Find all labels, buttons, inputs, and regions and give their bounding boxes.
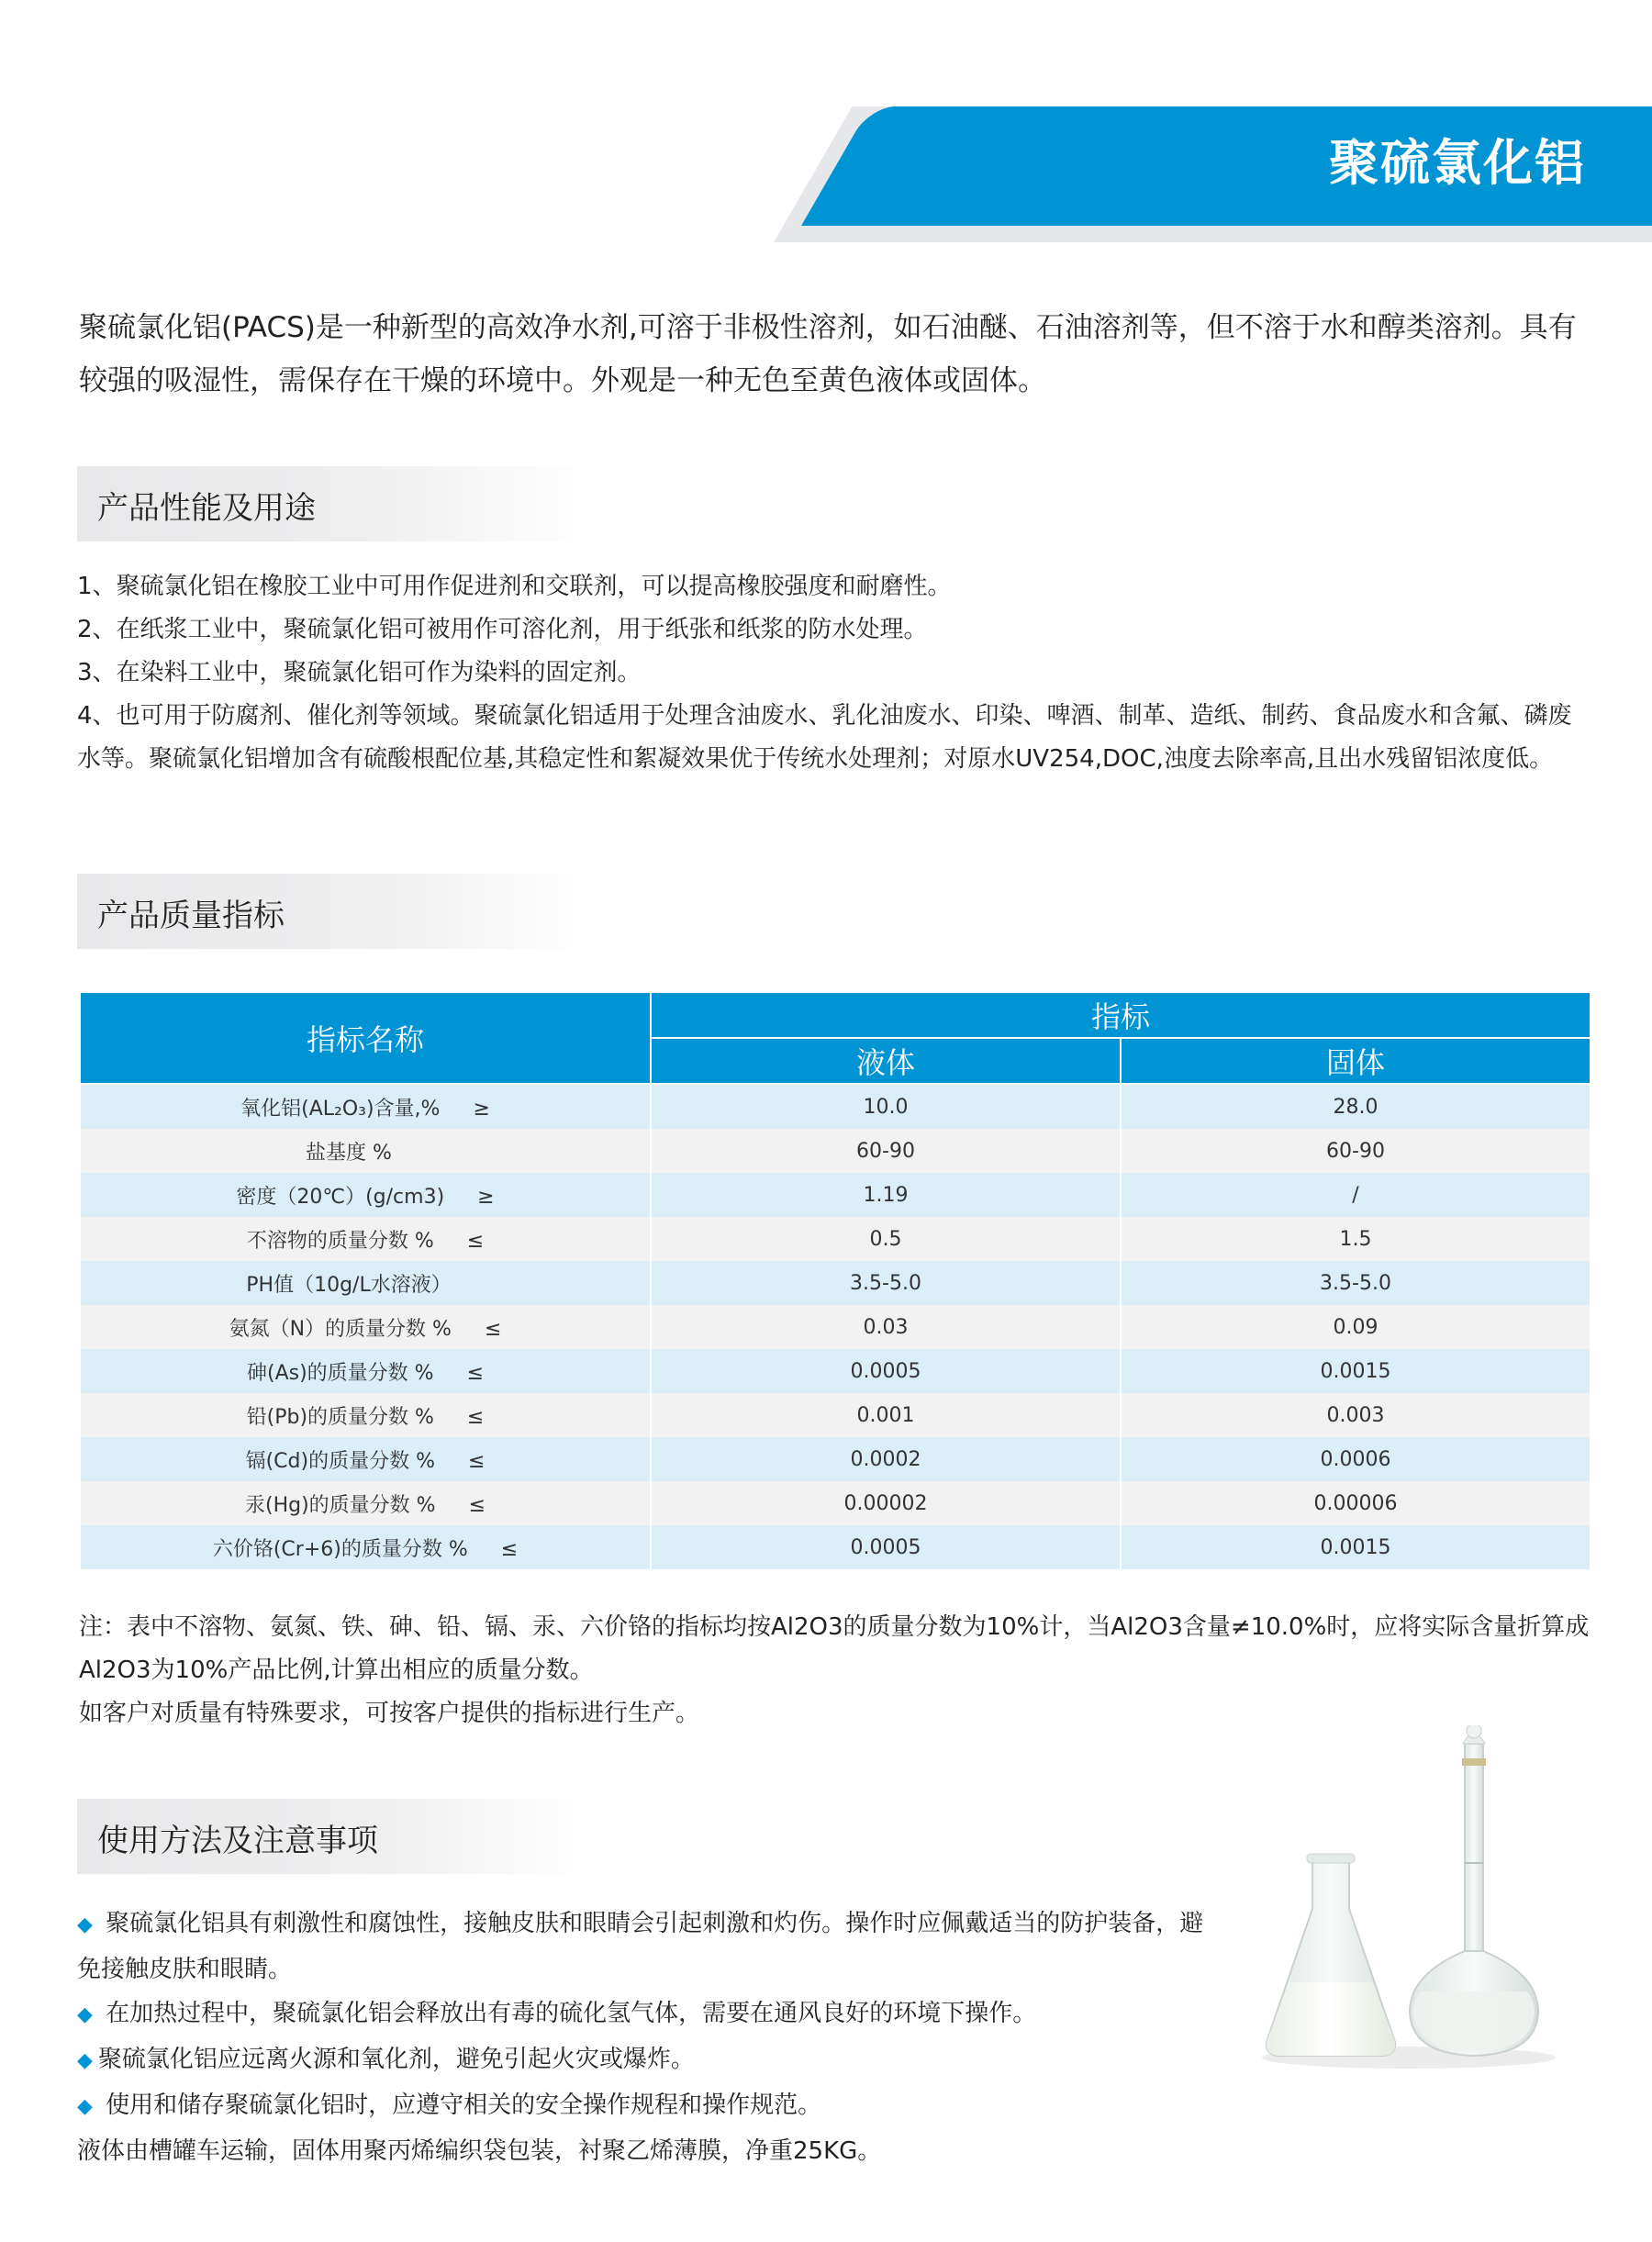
note-line: 注：表中不溶物、氨氮、铁、砷、铅、镉、汞、六价铬的指标均按Al2O3的质量分数为10%计，当Al2O3含量≠10.0%时，应将实际含量折算成Al2O3为10%产品比例,计算出相应的质量分数。	[79, 1613, 1590, 1684]
indicator-name-cell	[80, 1129, 651, 1173]
diamond-bullet-icon: ◆	[77, 2049, 93, 2072]
comparison-operator: ≤	[466, 1361, 484, 1385]
liquid-value-cell: 0.5	[651, 1217, 1121, 1261]
liquid-value-cell: 0.0005	[651, 1525, 1121, 1569]
table-row	[80, 1393, 1591, 1437]
diamond-bullet-icon: ◆	[77, 1913, 93, 1936]
column-header-spec: 指标	[651, 992, 1591, 1038]
solid-value-cell: 1.5	[1121, 1217, 1591, 1261]
indicator-name: 铅(Pb)的质量分数 %	[246, 1405, 434, 1429]
liquid-value-cell: 0.001	[651, 1393, 1121, 1437]
indicator-name-cell	[80, 1305, 651, 1349]
table-row	[80, 1129, 1591, 1173]
diamond-bullet-icon: ◆	[77, 2003, 93, 2026]
table-row	[80, 1349, 1591, 1393]
list-item: 3、在染料工业中，聚硫氯化铝可作为染料的固定剂。	[77, 659, 642, 686]
list-item: ◆ 聚硫氯化铝具有刺激性和腐蚀性，接触皮肤和眼睛会引起刺激和灼伤。操作时应佩戴适当的防护装备，避免接触皮肤和眼睛。	[77, 1910, 1204, 1983]
liquid-value-cell: 10.0	[651, 1084, 1121, 1129]
indicator-name: 盐基度 %	[306, 1141, 392, 1165]
section-header-quality	[77, 874, 591, 949]
packaging-note: 液体由槽罐车运输，固体用聚丙烯编织袋包装，衬聚乙烯薄膜，净重25KG。	[77, 2137, 882, 2165]
comparison-operator: ≤	[484, 1317, 502, 1341]
indicator-name-cell	[80, 1349, 651, 1393]
table-row	[80, 1525, 1591, 1569]
table-row	[80, 1261, 1591, 1305]
quality-spec-table	[79, 991, 1591, 1569]
indicator-name: 氨氮（N）的质量分数 %	[229, 1317, 452, 1341]
liquid-value-cell: 0.0005	[651, 1349, 1121, 1393]
indicator-name: PH值（10g/L水溶液）	[246, 1273, 452, 1297]
solid-value-cell: 0.0015	[1121, 1349, 1591, 1393]
indicator-name: 镉(Cd)的质量分数 %	[245, 1449, 435, 1473]
indicator-name-cell	[80, 1084, 651, 1129]
section-title: 使用方法及注意事项	[97, 1823, 378, 1859]
comparison-operator: ≤	[467, 1449, 486, 1473]
comparison-operator: ≤	[500, 1537, 519, 1561]
solid-value-cell: 60-90	[1121, 1129, 1591, 1173]
indicator-name: 汞(Hg)的质量分数 %	[244, 1493, 436, 1517]
solid-value-cell: 28.0	[1121, 1084, 1591, 1129]
solid-value-cell: 0.003	[1121, 1393, 1591, 1437]
table-body	[80, 1084, 1591, 1569]
liquid-value-cell: 3.5-5.0	[651, 1261, 1121, 1305]
indicator-name-cell	[80, 1217, 651, 1261]
solid-value-cell: 0.0015	[1121, 1525, 1591, 1569]
table-row	[80, 1084, 1591, 1129]
indicator-name: 不溶物的质量分数 %	[246, 1229, 434, 1253]
usage-list	[77, 1902, 1215, 2173]
liquid-value-cell: 1.19	[651, 1173, 1121, 1217]
list-item: 4、也可用于防腐剂、催化剂等领域。聚硫氯化铝适用于处理含油废水、乳化油废水、印染、啤酒、制革、造纸、制药、食品废水和含氟、磷废水等。聚硫氯化铝增加含有硫酸根配位基,其稳定性和絮凝效果优于传统水处理剂；对原水UV254,DOC,浊度去除率高,且出水残留铝浓度低。	[77, 702, 1572, 773]
product-flasks-image	[1257, 1725, 1560, 2074]
section-header-uses	[77, 466, 591, 541]
comparison-operator: ≤	[466, 1229, 485, 1253]
list-item: ◆ 使用和储存聚硫氯化铝时，应遵守相关的安全操作规程和操作规范。	[77, 2091, 822, 2119]
uses-list	[77, 565, 1582, 781]
diamond-bullet-icon: ◆	[77, 2095, 93, 2118]
table-row	[80, 1481, 1591, 1525]
liquid-value-cell: 60-90	[651, 1129, 1121, 1173]
solid-value-cell: 0.00006	[1121, 1481, 1591, 1525]
comparison-operator: ≤	[466, 1405, 485, 1429]
note-line: 如客户对质量有特殊要求，可按客户提供的指标进行生产。	[79, 1700, 700, 1727]
list-item: ◆ 在加热过程中，聚硫氯化铝会释放出有毒的硫化氢气体，需要在通风良好的环境下操作。	[77, 2000, 1037, 2027]
intro-paragraph: 聚硫氯化铝(PACS)是一种新型的高效净水剂,可溶于非极性溶剂，如石油醚、石油溶剂等，但不溶于水和醇类溶剂。具有较强的吸湿性，需保存在干燥的环境中。外观是一种无色至黄色液体或固体。	[79, 311, 1577, 397]
table-row	[80, 1173, 1591, 1217]
solid-value-cell: 0.0006	[1121, 1437, 1591, 1481]
table-row	[80, 1437, 1591, 1481]
comparison-operator: ≥	[477, 1185, 495, 1209]
indicator-name-cell	[80, 1525, 651, 1569]
comparison-operator: ≤	[468, 1493, 486, 1517]
section-header-usage	[77, 1799, 591, 1874]
indicator-name: 六价铬(Cr+6)的质量分数 %	[212, 1537, 468, 1561]
liquid-value-cell: 0.03	[651, 1305, 1121, 1349]
page-title: 聚硫氯化铝	[1329, 134, 1586, 192]
column-header-name: 指标名称	[80, 992, 651, 1084]
column-header-liquid: 液体	[651, 1038, 1121, 1084]
liquid-value-cell: 0.0002	[651, 1437, 1121, 1481]
liquid-value-cell: 0.00002	[651, 1481, 1121, 1525]
list-item: 1、聚硫氯化铝在橡胶工业中可用作促进剂和交联剂，可以提高橡胶强度和耐磨性。	[77, 573, 952, 600]
list-item: 2、在纸浆工业中，聚硫氯化铝可被用作可溶化剂，用于纸张和纸浆的防水处理。	[77, 616, 928, 643]
table-row	[80, 1217, 1591, 1261]
column-header-solid: 固体	[1121, 1038, 1591, 1084]
indicator-name-cell	[80, 1173, 651, 1217]
indicator-name-cell	[80, 1481, 651, 1525]
indicator-name-cell	[80, 1437, 651, 1481]
list-item: ◆ 聚硫氯化铝应远离火源和氧化剂，避免引起火灾或爆炸。	[77, 2046, 695, 2073]
solid-value-cell: /	[1121, 1173, 1591, 1217]
table-row	[80, 1305, 1591, 1349]
table-notes	[79, 1606, 1602, 1735]
comparison-operator: ≥	[473, 1097, 490, 1121]
solid-value-cell: 0.09	[1121, 1305, 1591, 1349]
indicator-name-cell	[80, 1393, 651, 1437]
section-title: 产品性能及用途	[97, 490, 316, 527]
indicator-name: 砷(As)的质量分数 %	[246, 1361, 434, 1385]
section-title: 产品质量指标	[97, 898, 285, 934]
indicator-name-cell	[80, 1261, 651, 1305]
indicator-name: 氧化铝(AL₂O₃)含量,%	[240, 1097, 441, 1121]
indicator-name: 密度（20℃）(g/cm3)	[236, 1185, 445, 1209]
solid-value-cell: 3.5-5.0	[1121, 1261, 1591, 1305]
